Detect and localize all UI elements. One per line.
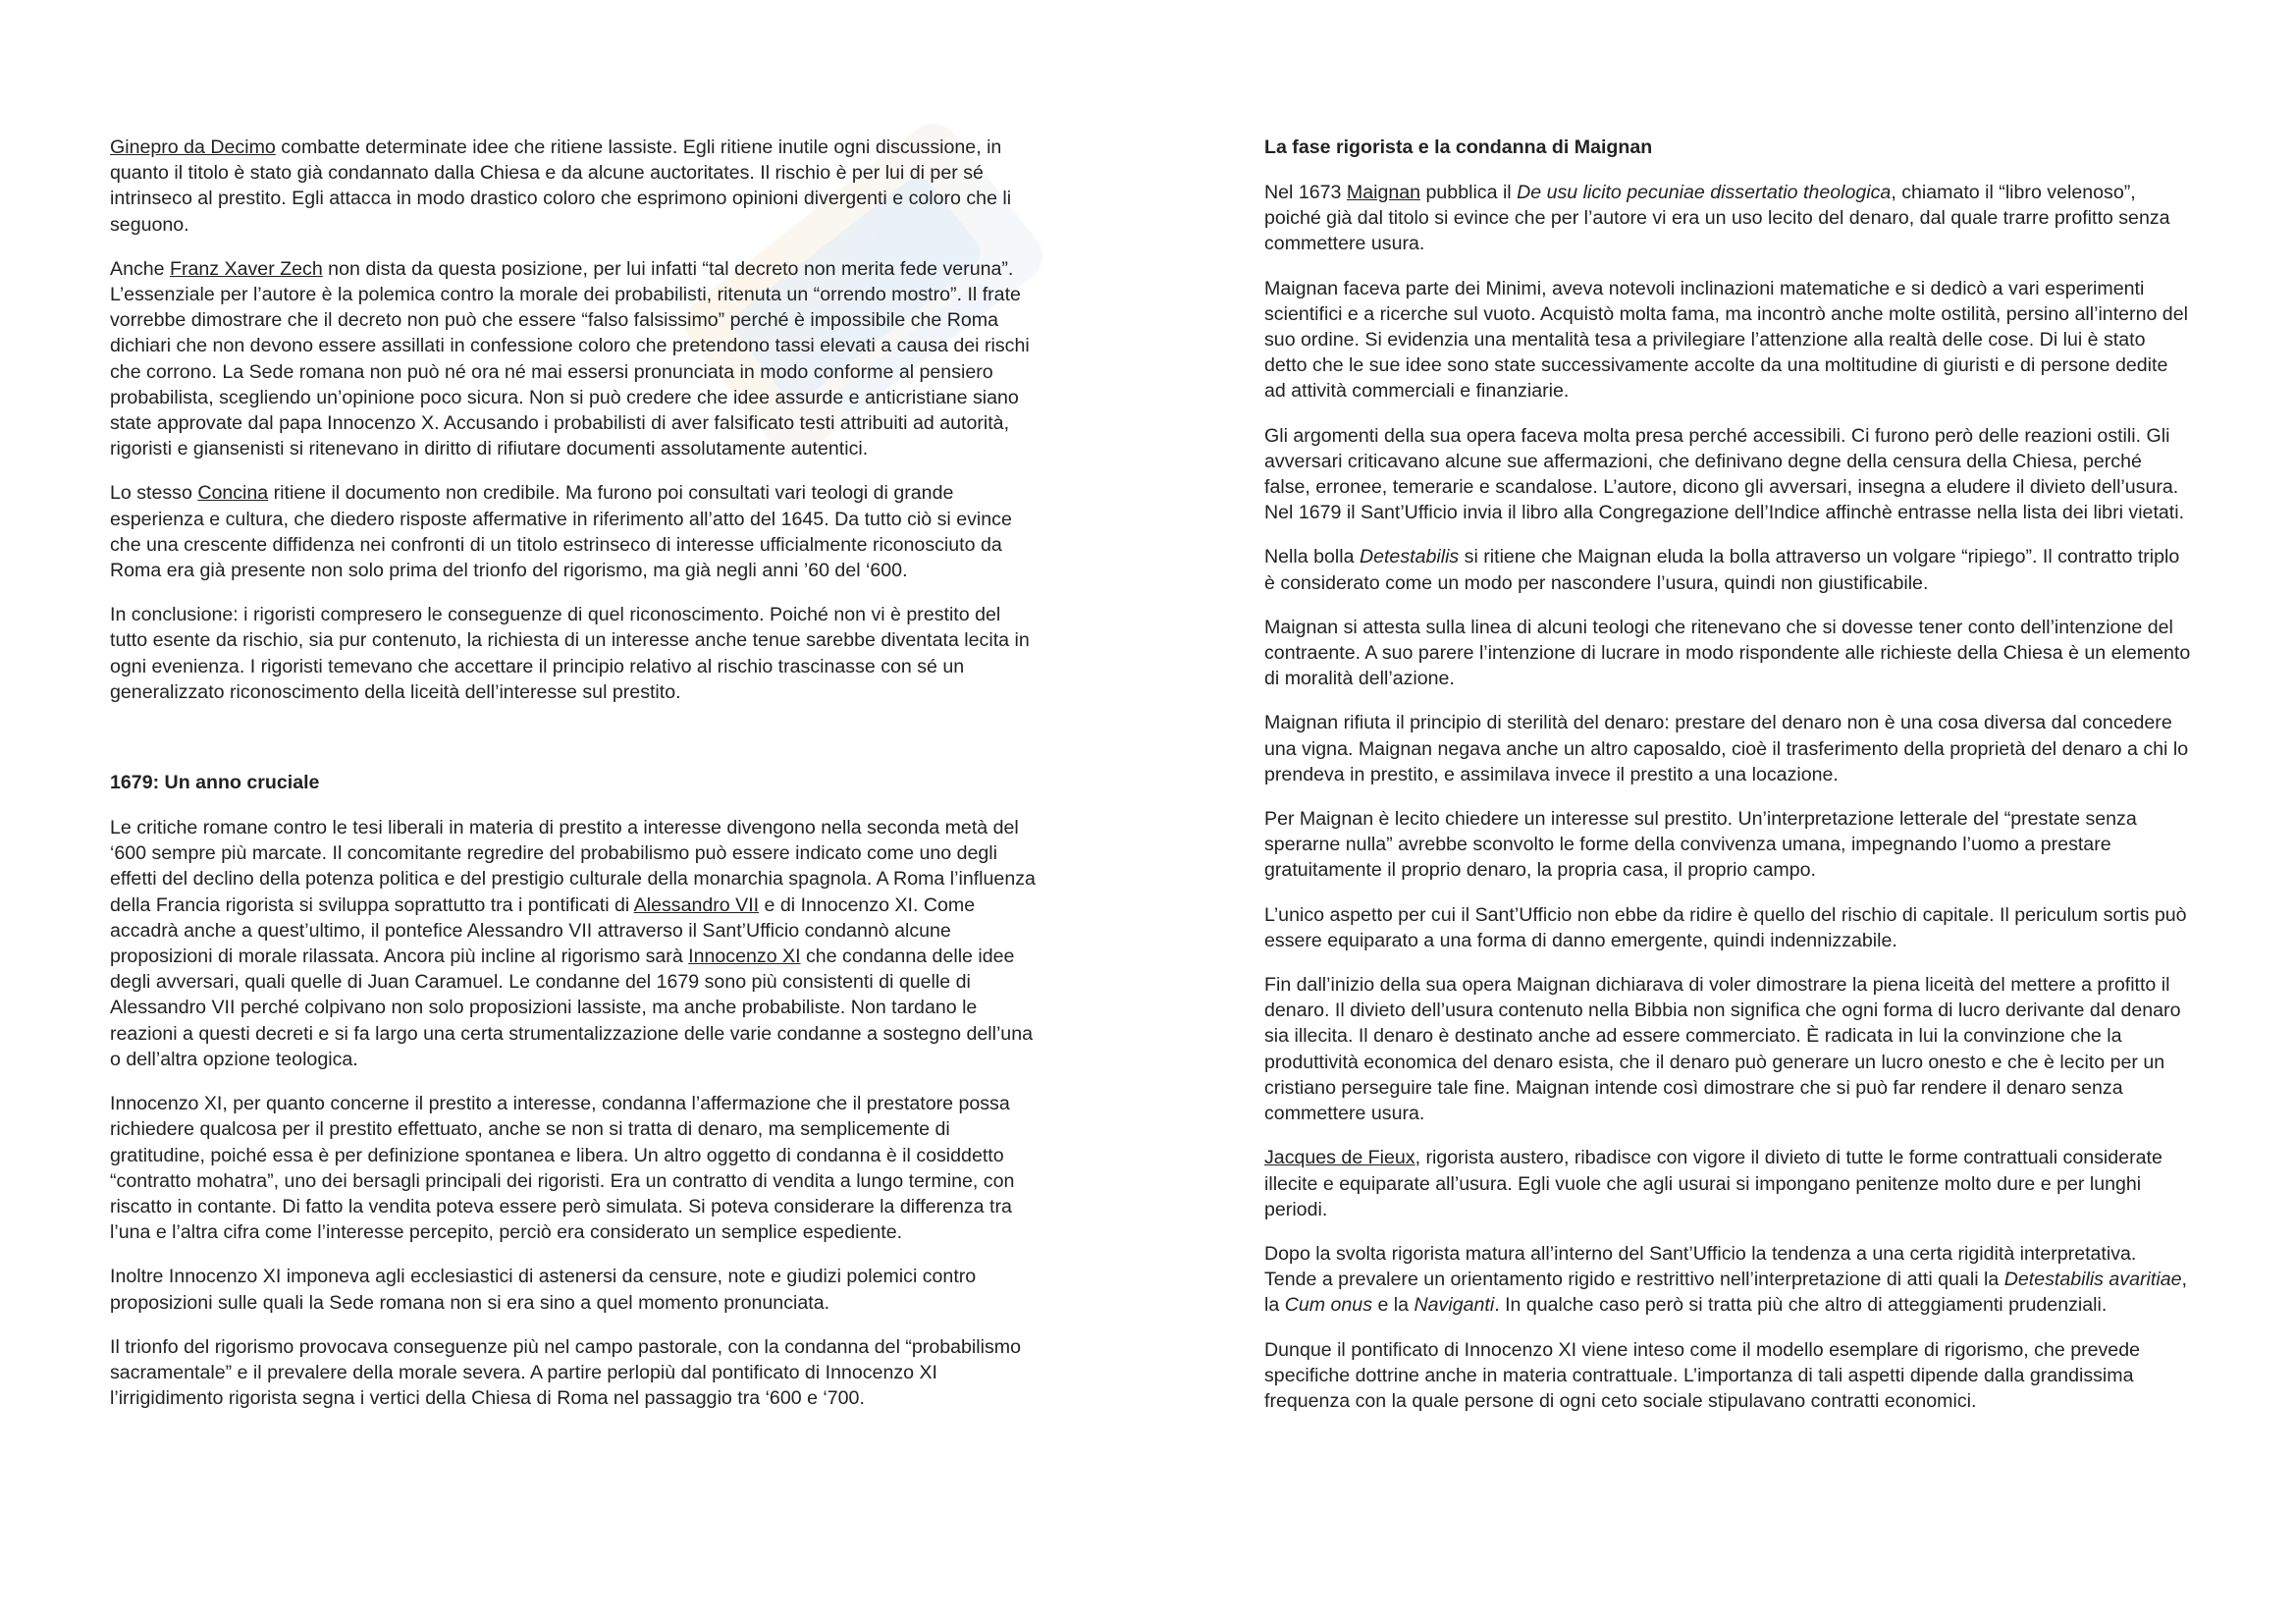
paragraph: L’unico aspetto per cui il Sant’Ufficio non ebbe da ridire è quello del rischio di capitale. Il periculum sortis può essere equiparato a una forma di danno emergente, quindi indennizzabile.: [1264, 903, 2187, 951]
section-heading: 1679: Un anno cruciale: [110, 772, 320, 794]
paragraph: Lo stesso Concina ritiene il documento non credibile. Ma furono poi consultati vari teologi di grande esperienza e cultura, che diedero risposte affermative in riferimento all’atto del 1645. Da tutto ciò si evince che una crescente diffidenza nei confronti di un titolo estrinseco di interesse ufficialmente riconosciuto da Roma era già presente non solo prima del trionfo del rigorismo, ma già negli anni ’60 del ‘600.: [110, 482, 1012, 582]
paragraph: Jacques de Fieux, rigorista austero, ribadisce con vigore il divieto di tutte le forme contrattuali considerate illecite e equiparate all’usura. Egli vuole che agli usurai si impongano penitenze molto dure e per lunghi periodi.: [1264, 1147, 2163, 1220]
paragraph: Nella bolla Detestabilis si ritiene che Maignan eluda la bolla attraverso un volgare “ripiego”. Il contratto triplo è considerato come un modo per nascondere l’usura, quindi non giustificabile.: [1264, 546, 2180, 594]
paragraph: Ginepro da Decimo combatte determinate idee che ritiene lassiste. Egli ritiene inutile ogni discussione, in quanto il titolo è stato già condannato dalla Chiesa e da alcune auctoritates. Il rischio è per lui di per sé intrinseco al prestito. Egli attacca in modo drastico coloro che esprimono opinioni divergenti e coloro che li seguono.: [110, 136, 1012, 236]
paragraph: Per Maignan è lecito chiedere un interesse sul prestito. Un’interpretazione letterale del “prestate senza sperarne nulla” avrebbe sconvolto le forme della convivenza umana, impegnando l’uomo a prestare gratuitamente il proprio denaro, la propria casa, il proprio campo.: [1264, 808, 2137, 882]
paragraph: Fin dall’inizio della sua opera Maignan dichiarava di voler dimostrare la piena liceità del mettere a profitto il denaro. Il divieto dell’usura contenuto nella Bibbia non significa che ogni forma di lucro derivante dal denaro sia illecita. Il denaro è destinato anche ad essere commerciato. È radicata in lui la convinzione che la produttività economica del denaro esista, che il denaro può generare un lucro onesto e che è lecito per un cristiano perseguire tale fine. Maignan intende così dimostrare che si può far rendere il denaro senza commettere usura.: [1264, 974, 2181, 1125]
paragraph: Il trionfo del rigorismo provocava conseguenze più nel campo pastorale, con la condanna del “probabilismo sacramentale” e il prevalere della morale severa. A partire perlopiù dal pontificato di Innocenzo XI l’irrigidimento rigorista segna i vertici della Chiesa di Roma nel passaggio tra ‘600 e ‘700.: [110, 1335, 1021, 1410]
paragraph: Maignan si attesta sulla linea di alcuni teologi che ritenevano che si dovesse tener conto dell’intenzione del contraente. A suo parere l’intenzione di lucrare in modo rispondente alle richieste della Chiesa è un elemento di moralità dell’azione.: [1264, 616, 2191, 690]
link-alessandro-vii[interactable]: Alessandro VII: [633, 893, 760, 916]
book-title: De usu licito pecuniae dissertatio theologica: [1517, 182, 1892, 203]
paragraph: Gli argomenti della sua opera faceva molta presa perché accessibili. Ci furono però delle reazioni ostili. Gli avversari criticavano alcune sue affermazioni, che definivano degne della censura della Chiesa, perché false, erronee, temerarie e scandalose. L’autore, dicono gli avversari, insegna a eludere il divieto dell’usura. Nel 1679 il Sant’Ufficio invia il libro alla Congregazione dell’Indice affinchè entrasse nella lista dei libri vietati.: [1264, 424, 2185, 524]
paragraph: Le critiche romane contro le tesi liberali in materia di prestito a interesse divengono nella seconda metà del ‘600 sempre più marcate. Il concomitante regredire del probabilismo può essere indicato come uno degli effetti del declino della potenza politica e del prestigio culturale della monarchia spagnola. A Roma l’influenza della Francia rigorista si sviluppa soprattutto tra i pontificati di Alessandro VII e di Innocenzo XI. Come accadrà anche a quest’ultimo, il pontefice Alessandro VII attraverso il Sant’Ufficio condannò alcune proposizioni di morale rilassata. Ancora più incline al rigorismo sarà Innocenzo XI che condanna delle idee degli avversari, quali quelle di Juan Caramuel. Le condanne del 1679 sono più consistenti di quelle di Alessandro VII perché colpivano non solo proposizioni lassiste, ma anche probabiliste. Non tardano le reazioni a questi decreti e si fa largo una certa strumentalizzazione delle varie condanne a sostegno dell’una o dell’altra opzione teologica.: [110, 817, 1036, 1070]
bull-title: Detestabilis avaritiae: [2003, 1269, 2182, 1291]
author-link-concina[interactable]: Concina: [197, 482, 269, 505]
paragraph: Nel 1673 Maignan pubblica il De usu licito pecuniae dissertatio theologica, chiamato il “libro velenoso”, poiché già dal titolo si evince che per l’autore vi era un uso lecito del denaro, dal quale trarre profitto senza commettere usura.: [1264, 182, 2170, 255]
right-column: [1264, 135, 2192, 1433]
paragraph: Inoltre Innocenzo XI imponeva agli ecclesiastici di astenersi da censure, note e giudizi polemici contro proposizioni sulle quali la Sede romana non si era sino a quel momento pronunciata.: [110, 1266, 977, 1314]
paragraph: Anche Franz Xaver Zech non dista da questa posizione, per lui infatti “tal decreto non merita fede veruna”. L’essenziale per l’autore è la polemica contro la morale dei probabilisti, ritenuta un “orrendo mostro”. Il frate vorrebbe dimostrare che il decreto non può che essere “falso falsissimo” perché è impossibile che Roma dichiari che non devono essere assillati in confessione coloro che pretendono tassi elevati a causa dei rischi che corrono. La Sede romana non può né ora né mai essersi pronunciata in modo conforme al pensiero probabilista, scegliendo un’opinione poco sicura. Non si può credere che idee assurde e anticristiane siano state approvate dal papa Innocenzo X. Accusando i probabilisti di aver falsificato testi attribuiti ad autorità, rigoristi e giansenisti si ritenevano in diritto di rifiutare documenti assolutamente autentici.: [110, 257, 1030, 460]
paragraph: In conclusione: i rigoristi compresero le conseguenze di quel riconoscimento. Poiché non vi è prestito del tutto esente da rischio, sia pur contenuto, la richiesta di un interesse anche tenue sarebbe diventata lecita in ogni evenienza. I rigoristi temevano che accettare il principio relativo al rischio trascinasse con sé un generalizzato riconoscimento della liceità dell’interesse sul prestito.: [110, 604, 1030, 703]
paragraph: Dopo la svolta rigorista matura all’interno del Sant’Ufficio la tendenza a una certa rigidità interpretativa. Tende a prevalere un orientamento rigido e restrittivo nell’interpretazione di atti quali la Detestabilis avaritiae, la Cum onus e la Naviganti. In qualche caso però si tratta più che altro di atteggiamenti prudenziali.: [1264, 1242, 2187, 1317]
paragraph: Maignan rifiuta il principio di sterilità del denaro: prestare del denaro non è una cosa diversa dal concedere una vigna. Maignan negava anche un altro caposaldo, cioè il trasferimento della proprietà del denaro a chi lo prendeva in prestito, e assimilava invece il prestito a una locazione.: [1264, 712, 2189, 785]
author-link-maignan[interactable]: Maignan: [1346, 182, 1421, 203]
left-column: [110, 135, 1038, 1430]
author-link-zech[interactable]: Franz Xaver Zech: [170, 257, 323, 280]
paragraph: Maignan faceva parte dei Minimi, aveva notevoli inclinazioni matematiche e si dedicò a vari esperimenti scientifici e a ricerche sul vuoto. Acquistò molta fama, ma incontrò anche molte ostilità, persino all’interno del suo ordine. Si evidenzia una mentalità tesa a privilegiare l’attenzione alla realtà delle cose. Di lui è stato detto che le sue idee sono state successivamente accolte da una moltitudine di giuristi e di persone dedite ad attività commerciali e finanziarie.: [1264, 277, 2188, 403]
section-heading: La fase rigorista e la condanna di Maignan: [1264, 136, 1653, 158]
author-link-ginepro[interactable]: Ginepro da Decimo: [110, 136, 276, 158]
paragraph: Dunque il pontificato di Innocenzo XI viene inteso come il modello esemplare di rigorismo, che prevede specifiche dottrine anche in materia contrattuale. L’importanza di tali aspetti dipende dalla grandissima frequenza con la quale persone di ogni ceto sociale stipulavano contratti economici.: [1264, 1338, 2141, 1412]
author-link-fieux[interactable]: Jacques de Fieux: [1264, 1147, 1415, 1169]
bull-title: Cum onus: [1284, 1294, 1373, 1317]
link-innocenzo-xi[interactable]: Innocenzo XI: [688, 946, 801, 968]
bull-title: Detestabilis: [1359, 546, 1460, 568]
paragraph: Innocenzo XI, per quanto concerne il prestito a interesse, condanna l’affermazione che il prestatore possa richiedere qualcosa per il prestito effettuato, anche se non si tratta di denaro, ma semplicemente di gratitudine, poiché essa è per definizione spontanea e libera. Un altro oggetto di condanna è il cosiddetto “contratto mohatra”, uno dei bersagli principali dei rigoristi. Era un contratto di vendita a lungo termine, con riscatto in contante. Di fatto la vendita poteva essere però simulata. Si poteva considerare la differenza tra l’una e l’altra cifra come l’interesse percepito, perciò era considerato un semplice espediente.: [110, 1093, 1015, 1244]
bull-title: Naviganti: [1414, 1294, 1495, 1317]
